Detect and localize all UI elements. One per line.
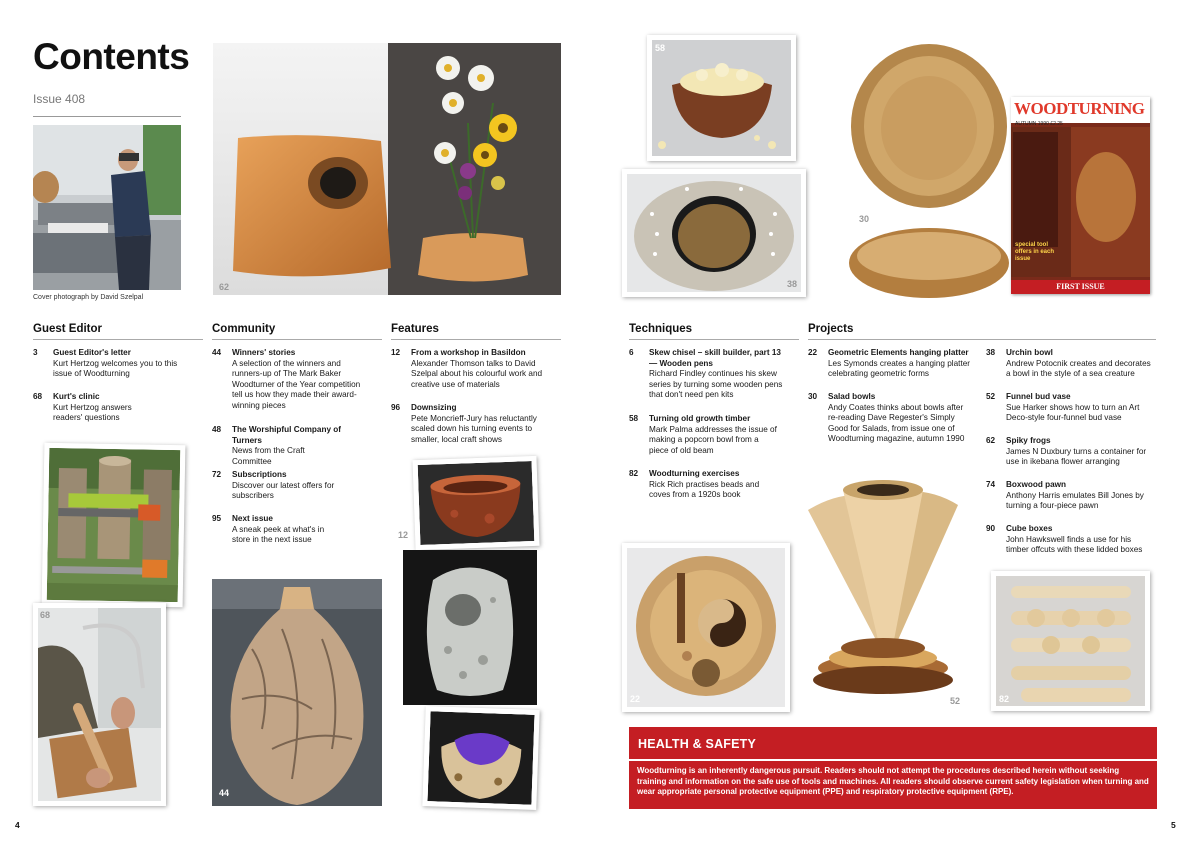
toc-title: From a workshop in Basildon (411, 348, 526, 357)
toc-title: Funnel bud vase (1006, 392, 1071, 401)
toc-title: Woodturning exercises (649, 469, 740, 478)
toc-entry[interactable] (808, 392, 968, 445)
toc-entry[interactable] (629, 469, 779, 501)
toc-page: 22 (808, 348, 818, 357)
photo-leaf-vessel (212, 579, 382, 806)
section-heading-community: Community (212, 323, 382, 340)
toc-entry[interactable] (986, 392, 1151, 424)
toc-entry[interactable] (212, 348, 372, 412)
toc-desc: A selection of the winners and runners-up of The Mark Baker Woodturner of the Year competition tell us how they made their award-winning pieces (232, 358, 361, 410)
toc-entry[interactable] (212, 470, 342, 502)
photo-popcorn-bowl (647, 35, 796, 161)
toc-desc: Les Symonds creates a hanging platter celebrating geometric forms (828, 358, 971, 379)
toc-title: The Worshipful Company of Turners (232, 425, 342, 445)
toc-entry[interactable] (33, 348, 183, 380)
magazine-badge: special tool offers in each issue (1015, 242, 1055, 262)
photo-hanging-platter (622, 543, 790, 712)
photo-page-label: 62 (219, 282, 230, 292)
section-heading-projects: Projects (808, 323, 1156, 340)
photo-spiky-frogs (213, 43, 561, 295)
photo-woodturning-exercises (991, 571, 1150, 711)
toc-desc: Pete Moncrieff-Jury has reluctantly scaled down his turning events to smaller, local craft shows (411, 413, 537, 444)
toc-entry[interactable] (986, 480, 1151, 512)
magazine-footer: FIRST ISSUE (1011, 280, 1150, 294)
photo-page-label: 44 (219, 788, 230, 798)
toc-title: Turning old growth timber (649, 414, 751, 423)
photo-funnel-bud-vase (798, 470, 966, 712)
toc-desc: News from the Craft Committee (232, 446, 305, 466)
photo-urchin-bowl (622, 169, 806, 297)
photo-burl-bowl (412, 456, 539, 550)
photo-page-label: 68 (40, 610, 51, 620)
photo-sculpted-vessel (403, 550, 537, 705)
toc-page: 74 (986, 480, 996, 489)
toc-title: Kurt's clinic (53, 392, 100, 401)
toc-entry[interactable] (629, 348, 789, 401)
toc-entry[interactable] (391, 403, 551, 445)
toc-title: Downsizing (411, 403, 457, 412)
photo-page-label: 58 (655, 43, 666, 53)
page-number-right: 5 (1171, 820, 1176, 830)
section-heading-guest-editor: Guest Editor (33, 323, 203, 340)
toc-page: 38 (986, 348, 996, 357)
photo-purple-bowl (422, 706, 539, 810)
toc-page: 96 (391, 403, 401, 412)
section-heading-features: Features (391, 323, 561, 340)
toc-page: 48 (212, 425, 222, 434)
toc-page: 62 (986, 436, 996, 445)
toc-desc: John Hawkswell finds a use for his timber offcuts with these lidded boxes (1006, 534, 1143, 555)
section-heading-techniques: Techniques (629, 323, 799, 340)
page-title: Contents (33, 36, 190, 77)
issue-divider (33, 116, 181, 117)
toc-page: 72 (212, 470, 222, 479)
toc-title: Spiky frogs (1006, 436, 1051, 445)
photo-page-label: 30 (859, 214, 870, 224)
toc-entry[interactable] (986, 436, 1151, 468)
toc-title: Salad bowls (828, 392, 876, 401)
toc-page: 30 (808, 392, 818, 401)
toc-entry[interactable] (391, 348, 551, 390)
toc-entry[interactable] (212, 425, 342, 467)
toc-page: 3 (33, 348, 38, 357)
toc-desc: Mark Palma addresses the issue of making a popcorn bowl from a piece of old beam (649, 424, 777, 455)
toc-title: Subscriptions (232, 470, 287, 479)
cover-caption: Cover photograph by David Szelpal (33, 294, 144, 301)
toc-title: Winners' stories (232, 348, 296, 357)
toc-page: 95 (212, 514, 222, 523)
toc-entry[interactable] (629, 414, 779, 456)
toc-title: Cube boxes (1006, 524, 1053, 533)
toc-desc: Andrew Potocnik creates and decorates a bowl in the style of a sea creature (1006, 358, 1151, 379)
toc-desc: Anthony Harris emulates Bill Jones by turning a four-piece pawn (1006, 490, 1144, 511)
toc-entry[interactable] (808, 348, 973, 380)
photo-page-label: 38 (787, 279, 798, 289)
toc-desc: Sue Harker shows how to turn an Art Deco-style four-funnel bud vase (1006, 402, 1140, 423)
toc-title: Geometric Elements hanging platter (828, 348, 969, 357)
toc-entry[interactable] (986, 348, 1151, 380)
health-safety-divider (629, 759, 1157, 761)
magazine-issue-line: AUTUMN 1990 £2.25 (1015, 121, 1063, 127)
toc-title: Skew chisel – skill builder, part 13 — Wooden pens (649, 348, 781, 368)
toc-entry[interactable] (212, 514, 342, 546)
toc-title: Boxwood pawn (1006, 480, 1067, 489)
toc-desc: Richard Findley continues his skew series by turning some wooden pens that don't need pen kits (649, 369, 783, 400)
toc-page: 58 (629, 414, 639, 423)
toc-page: 52 (986, 392, 996, 401)
cover-photo (33, 125, 181, 290)
health-safety-text: Woodturning is an inherently dangerous pursuit. Readers should not attempt the procedures described herein without seeking training and information on the safe use of tools and machines. All readers should observe current safety legislation when turning and wear appropriate personal protective equipment (PPE) and respiratory protective equipment (RPE). (637, 766, 1149, 797)
toc-desc: Discover our latest offers for subscribers (232, 480, 335, 501)
toc-page: 90 (986, 524, 996, 533)
toc-entry[interactable] (986, 524, 1151, 556)
photo-chainsaw (42, 443, 186, 607)
toc-page: 12 (391, 348, 401, 357)
health-safety-box (629, 727, 1157, 809)
toc-desc: Alexander Thomson talks to David Szelpal about his colourful work and creative use of materials (411, 358, 543, 389)
page-number-left: 4 (15, 820, 20, 830)
toc-title: Urchin bowl (1006, 348, 1053, 357)
photo-page-label: 82 (999, 694, 1010, 704)
toc-title: Guest Editor's letter (53, 348, 131, 357)
toc-entry[interactable] (33, 392, 163, 424)
toc-page: 44 (212, 348, 222, 357)
toc-page: 68 (33, 392, 43, 401)
photo-kurts-clinic (33, 603, 166, 806)
toc-desc: Kurt Hertzog answers readers' questions (53, 402, 132, 423)
photo-salad-bowls (845, 38, 1015, 300)
magazine-title: WOODTURNING (1014, 99, 1145, 118)
toc-page: 6 (629, 348, 634, 357)
toc-desc: Andy Coates thinks about bowls after re-reading Dave Regester's Simply Good for Salads, from issue one of Woodturning magazine, autumn 1990 (828, 402, 965, 444)
toc-page: 82 (629, 469, 639, 478)
toc-desc: A sneak peek at what's in store in the next issue (232, 524, 325, 545)
photo-page-label: 52 (950, 696, 961, 706)
health-safety-heading: HEALTH & SAFETY (638, 737, 757, 751)
photo-page-label: 12 (398, 530, 409, 540)
photo-first-issue-cover (1011, 97, 1150, 294)
toc-title: Next issue (232, 514, 273, 523)
photo-page-label: 22 (630, 694, 641, 704)
toc-desc: Kurt Hertzog welcomes you to this issue of Woodturning (53, 358, 178, 379)
toc-desc: James N Duxbury turns a container for use in ikebana flower arranging (1006, 446, 1147, 467)
issue-number: Issue 408 (33, 92, 86, 106)
toc-desc: Rick Rich practises beads and coves from a 1920s book (649, 479, 760, 500)
